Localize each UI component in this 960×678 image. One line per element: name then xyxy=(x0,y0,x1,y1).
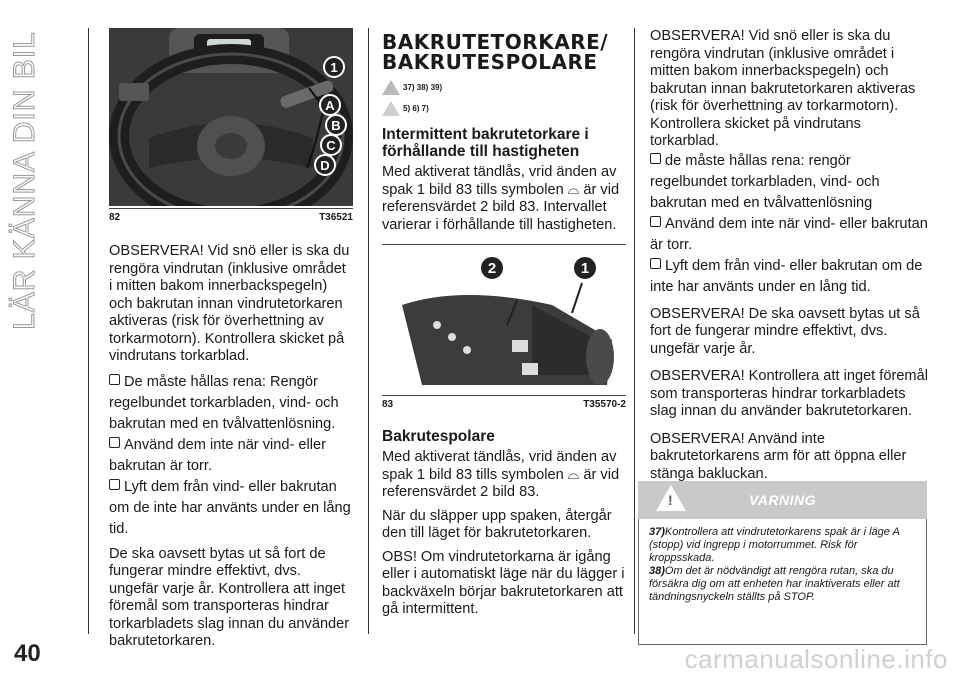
column-divider xyxy=(88,28,89,634)
figure-number: 82 xyxy=(109,212,121,223)
list-item: de måste hållas rena: rengör regelbundet torkarbladen, vind- och bakrutan med en tvålvattenlösning xyxy=(650,152,880,211)
checkbox-square-icon xyxy=(109,437,120,448)
warning-triangle-icon xyxy=(382,80,400,95)
figure-code: T36521 xyxy=(319,212,353,223)
watermark: carmanualsonline.info xyxy=(684,644,948,674)
warning-title: VARNING xyxy=(748,492,817,508)
callout-badge: C xyxy=(320,134,342,156)
caution-triangle-icon xyxy=(382,101,400,116)
paragraph: Med aktiverat tändlås, vrid änden av spak 1 bild 83 tills symbolen ⌓ är vid referensvärdet 2 bild 83. Intervallet varierar i förhållande till hastigheten. xyxy=(382,164,620,233)
steering-wheel-illustration xyxy=(109,28,353,206)
paragraph: OBSERVERA! Använd inte bakrutetorkarens arm för att öppna eller stänga bakluckan. xyxy=(650,430,907,482)
callout-badge: A xyxy=(319,94,341,116)
warning-header: ! VARNING xyxy=(638,481,927,519)
middle-column xyxy=(382,28,626,625)
section-title-text: LÄR KÄNNA DIN BIL xyxy=(8,31,41,330)
callout-badge: D xyxy=(314,154,336,176)
column-divider xyxy=(368,28,369,634)
paragraph: De ska oavsett bytas ut så fort de fungerar mindre effektivt, dvs. ungefär varje år. Kontrollera att inget föremål som transporteras hindrar torkarbladets slag innan du använder bakrutetorkaren. xyxy=(109,545,350,649)
figure-83-wiper-stalk xyxy=(382,245,626,393)
caution-reference: 5) 6) 7) xyxy=(382,101,626,116)
checkbox-square-icon xyxy=(650,216,661,227)
right-column xyxy=(650,28,930,489)
section-heading: BAKRUTETORKARE/ BAKRUTESPOLARE xyxy=(382,30,609,74)
list-item: Lyft dem från vind- eller bakrutan om de inte har använts under en lång tid. xyxy=(109,478,351,537)
list-item: Använd dem inte när vind- eller bakrutan är torr. xyxy=(650,215,928,253)
paragraph: När du släpper upp spaken, återgår den till läget för bakrutetorkaren. xyxy=(382,507,612,541)
list-item: De måste hållas rena: Rengör regelbundet torkarbladen, vind- och bakrutan med en tvålvattenlösning. xyxy=(109,373,339,432)
callout-badge: 2 xyxy=(479,255,505,281)
warning-item: 37)Kontrollera att vindrutetorkarens spak är i läge A (stopp) vid ingrepp i motorrummet. Risk för kroppsskada. xyxy=(649,526,900,564)
checkbox-square-icon xyxy=(650,153,661,164)
paragraph: OBSERVERA! Kontrollera att inget föremål som transporteras hindrar torkarbladets slag innan du använder bakrutetorkaren. xyxy=(650,368,928,419)
subheading: Intermittent bakrutetorkare i förhållande till hastigheten xyxy=(382,126,589,160)
checkbox-square-icon xyxy=(650,258,661,269)
figure-82-steering-wheel xyxy=(109,28,353,206)
figure-code: T35570-2 xyxy=(583,399,626,410)
rear-washer-symbol-icon: ⌓ xyxy=(567,466,580,483)
column-divider xyxy=(634,28,635,634)
warning-item: 38)Om det är nödvändigt att rengöra rutan, ska du försäkra dig om att enheten har inaktiverats eller att tändningsnyckeln ställts på STOP. xyxy=(649,565,900,603)
figure-caption xyxy=(382,395,626,410)
warning-box xyxy=(638,481,927,644)
rear-wiper-symbol-icon: ⌓ xyxy=(567,181,580,198)
figure-caption xyxy=(109,208,353,223)
paragraph: OBSERVERA! De ska oavsett bytas ut så fort de fungerar mindre effektivt, dvs. ungefär varje år. xyxy=(650,305,920,357)
paragraph: OBS! Om vindrutetorkarna är igång eller i automatiskt läge när du lägger i backväxeln börjar bakrutetorkaren att gå intermittent. xyxy=(382,548,625,617)
warning-body xyxy=(638,519,927,645)
callout-badge: 1 xyxy=(323,56,345,78)
subheading: Bakrutespolare xyxy=(382,428,495,445)
paragraph: Med aktiverat tändlås, vrid änden av spak 1 bild 83 tills symbolen ⌓ är vid referensvärdet 2 bild 83. xyxy=(382,449,620,500)
page-number: 40 xyxy=(14,640,41,667)
checkbox-square-icon xyxy=(109,374,120,385)
list-item: Använd dem inte när vind- eller bakrutan är torr. xyxy=(109,436,326,474)
paragraph: OBSERVERA! Vid snö eller is ska du rengöra vindrutan (inklusive området i mitten bakom innerbackspegeln) och bakrutan innan bakrutetorkaren aktiveras (risk för överhettning av torkarmotorn). Kontrollera skicket på vindrutans torkarblad. xyxy=(650,28,916,149)
paragraph: OBSERVERA! Vid snö eller is ska du rengöra vindrutan (inklusive området i mitten bakom innerbackspegeln) och bakrutan innan vindrutetorkaren aktiveras (risk för överhettning av torkarmotorn). Kontrollera skicket på vindrutans torkarblad. xyxy=(109,243,350,364)
left-column xyxy=(109,28,353,657)
figure-number: 83 xyxy=(382,399,394,410)
callout-badge: B xyxy=(325,114,347,136)
checkbox-square-icon xyxy=(109,479,120,490)
callout-badge: 1 xyxy=(572,255,598,281)
list-item: Lyft dem från vind- eller bakrutan om de inte har använts under en lång tid. xyxy=(650,257,923,295)
section-side-title xyxy=(8,30,48,330)
warning-reference: 37) 38) 39) xyxy=(382,80,626,95)
